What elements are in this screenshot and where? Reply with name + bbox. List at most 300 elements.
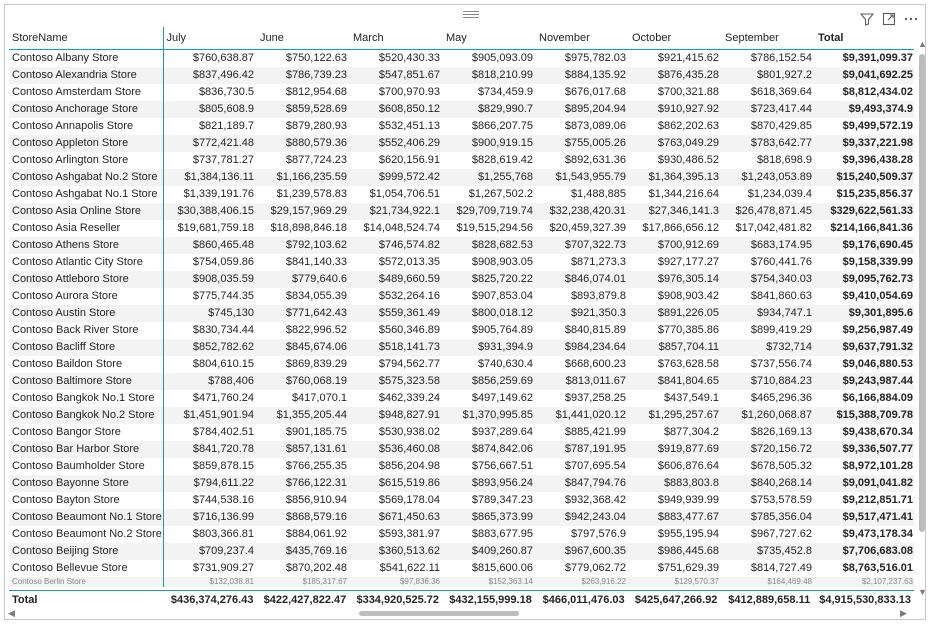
value-cell[interactable]: $884,061.92 — [285, 528, 347, 540]
value-cell[interactable]: $668,600.23 — [564, 358, 626, 370]
value-cell[interactable]: $541,622.11 — [379, 562, 440, 574]
value-cell[interactable]: $547,851.67 — [350, 67, 443, 84]
value-cell[interactable]: $750,122.63 — [285, 52, 347, 64]
value-cell[interactable]: $26,478,871.45 — [722, 203, 815, 220]
value-cell[interactable]: $1,451,901.94 — [163, 407, 257, 424]
store-name-cell[interactable]: Contoso Back River Store — [9, 322, 163, 339]
value-cell[interactable]: $908,903.05 — [471, 256, 533, 268]
column-header-march[interactable]: March — [350, 27, 443, 50]
value-cell[interactable]: $787,191.95 — [536, 441, 629, 458]
store-name-cell[interactable]: Contoso Bacliff Store — [9, 339, 163, 356]
value-cell[interactable]: $846,074.01 — [536, 271, 629, 288]
value-cell[interactable]: $868,579.16 — [257, 509, 350, 526]
value-cell[interactable]: $9,438,670.34 — [842, 426, 913, 438]
value-cell[interactable]: $1,054,706.51 — [369, 188, 440, 200]
value-cell[interactable]: $784,402.51 — [192, 426, 254, 438]
value-cell[interactable]: $821,189.7 — [198, 120, 254, 132]
value-cell[interactable]: $152,363.14 — [443, 577, 536, 587]
value-cell[interactable]: $830,734.44 — [192, 324, 254, 336]
value-cell[interactable]: $700,970.93 — [378, 86, 440, 98]
store-name-cell[interactable]: Contoso Asia Reseller — [9, 220, 163, 237]
value-cell[interactable]: $8,972,101.28 — [842, 460, 913, 472]
value-cell[interactable]: $9,517,471.41 — [815, 509, 914, 526]
value-cell[interactable]: $214,166,841.36 — [830, 222, 913, 234]
value-cell[interactable]: $620,156.91 — [378, 154, 440, 166]
column-header-november[interactable]: November — [536, 27, 629, 50]
value-cell[interactable]: $859,528.69 — [257, 101, 350, 118]
filter-icon[interactable] — [859, 11, 875, 27]
store-name-cell[interactable]: Contoso Bangkok No.1 Store — [9, 390, 163, 407]
value-cell[interactable]: $530,938.02 — [378, 426, 440, 438]
value-cell[interactable]: $754,059.86 — [192, 256, 254, 268]
value-cell[interactable]: $185,317.67 — [257, 577, 350, 587]
value-cell[interactable]: $783,642.77 — [722, 135, 815, 152]
value-cell[interactable]: $948,827.91 — [350, 407, 443, 424]
value-cell[interactable]: $932,368.42 — [564, 494, 626, 506]
store-name-cell[interactable]: Contoso Austin Store — [9, 305, 163, 322]
value-cell[interactable]: $828,619.42 — [471, 154, 533, 166]
value-cell[interactable]: $9,095,762.73 — [815, 271, 914, 288]
value-cell[interactable]: $15,240,509.37 — [815, 169, 914, 186]
value-cell[interactable]: $883,677.95 — [471, 528, 533, 540]
value-cell[interactable]: $97,836.36 — [350, 577, 443, 587]
value-cell[interactable]: $18,898,846.18 — [270, 222, 347, 234]
value-cell[interactable]: $532,264.16 — [378, 290, 440, 302]
value-cell[interactable]: $17,042,481.82 — [735, 222, 812, 234]
value-cell[interactable]: $828,682.53 — [443, 237, 536, 254]
value-cell[interactable]: $756,667.51 — [471, 460, 533, 472]
value-cell[interactable]: $841,804.65 — [629, 373, 722, 390]
value-cell[interactable]: $829,990.7 — [443, 101, 536, 118]
value-cell[interactable]: $770,385.86 — [657, 324, 719, 336]
value-cell[interactable]: $9,046,880.53 — [842, 358, 913, 370]
value-cell[interactable]: $772,421.48 — [163, 135, 257, 152]
value-cell[interactable]: $876,435.28 — [629, 67, 722, 84]
value-cell[interactable]: $976,305.14 — [629, 271, 722, 288]
value-cell[interactable]: $908,035.59 — [163, 271, 257, 288]
value-cell[interactable]: $700,912.69 — [629, 237, 722, 254]
value-cell[interactable]: $745,130 — [163, 305, 257, 322]
store-name-cell[interactable]: Contoso Amsterdam Store — [9, 84, 163, 101]
value-cell[interactable]: $9,336,507.77 — [815, 441, 914, 458]
value-cell[interactable]: $435,769.16 — [257, 543, 350, 560]
value-cell[interactable]: $1,295,257.67 — [629, 407, 722, 424]
value-cell[interactable]: $1,239,578.83 — [276, 188, 347, 200]
value-cell[interactable]: $786,152.54 — [750, 52, 812, 64]
value-cell[interactable]: $723,417.44 — [722, 101, 815, 118]
value-cell[interactable]: $859,878.15 — [192, 460, 254, 472]
value-cell[interactable]: $857,131.61 — [257, 441, 350, 458]
value-cell[interactable]: $934,747.1 — [722, 305, 815, 322]
value-cell[interactable]: $937,289.64 — [471, 426, 533, 438]
value-cell[interactable]: $1,355,205.44 — [257, 407, 350, 424]
vertical-scrollbar[interactable] — [918, 39, 927, 597]
value-cell[interactable]: $967,727.62 — [750, 528, 812, 540]
value-cell[interactable]: $825,720.22 — [443, 271, 536, 288]
value-cell[interactable]: $615,519.86 — [350, 475, 443, 492]
value-cell[interactable]: $766,122.31 — [257, 475, 350, 492]
value-cell[interactable]: $678,505.32 — [750, 460, 812, 472]
value-cell[interactable]: $826,169.13 — [750, 426, 812, 438]
value-cell[interactable]: $710,884.23 — [722, 373, 815, 390]
value-cell[interactable]: $9,493,374.9 — [815, 101, 914, 118]
store-name-cell[interactable]: Contoso Bar Harbor Store — [9, 441, 163, 458]
value-cell[interactable]: $892,631.36 — [564, 154, 626, 166]
value-cell[interactable]: $908,903.42 — [657, 290, 719, 302]
value-cell[interactable]: $9,301,895.6 — [815, 305, 914, 322]
value-cell[interactable]: $942,243.04 — [536, 509, 629, 526]
value-cell[interactable]: $27,346,141.3 — [629, 203, 722, 220]
value-cell[interactable]: $417,070.1 — [291, 392, 347, 404]
value-cell[interactable]: $737,781.27 — [192, 154, 254, 166]
value-cell[interactable]: $329,622,561.33 — [815, 203, 914, 220]
value-cell[interactable]: $618,369.64 — [750, 86, 812, 98]
value-cell[interactable]: $734,459.9 — [477, 86, 533, 98]
store-name-cell[interactable]: Contoso Arlington Store — [9, 152, 163, 169]
value-cell[interactable]: $720,156.72 — [722, 441, 815, 458]
value-cell[interactable]: $788,406 — [163, 373, 257, 390]
store-name-cell[interactable]: Contoso Asia Online Store — [9, 203, 163, 220]
value-cell[interactable]: $21,734,922.1 — [350, 203, 443, 220]
value-cell[interactable]: $931,394.9 — [443, 339, 536, 356]
value-cell[interactable]: $1,339,191.76 — [183, 188, 254, 200]
value-cell[interactable]: $462,339.24 — [378, 392, 440, 404]
value-cell[interactable]: $803,366.81 — [192, 528, 254, 540]
value-cell[interactable]: $841,860.63 — [750, 290, 812, 302]
value-cell[interactable]: $735,452.8 — [722, 543, 815, 560]
value-cell[interactable]: $870,429.85 — [750, 120, 812, 132]
value-cell[interactable]: $1,344,216.64 — [648, 188, 719, 200]
store-name-cell[interactable]: Contoso Baildon Store — [9, 356, 163, 373]
value-cell[interactable]: $29,157,969.29 — [257, 203, 350, 220]
horizontal-scroll-thumb[interactable] — [359, 611, 519, 616]
column-header-june[interactable]: June — [257, 27, 350, 50]
value-cell[interactable]: $1,364,395.13 — [629, 169, 722, 186]
value-cell[interactable]: $856,204.98 — [378, 460, 440, 472]
value-cell[interactable]: $999,572.42 — [350, 169, 443, 186]
value-cell[interactable]: $518,141.73 — [350, 339, 443, 356]
store-name-cell[interactable]: Contoso Bellevue Store — [9, 560, 163, 577]
value-cell[interactable]: $937,258.25 — [564, 392, 626, 404]
value-cell[interactable]: $740,630.4 — [477, 358, 533, 370]
value-cell[interactable]: $606,876.64 — [657, 460, 719, 472]
value-cell[interactable]: $754,340.03 — [722, 271, 815, 288]
column-header-september[interactable]: September — [722, 27, 815, 50]
value-cell[interactable]: $497,149.62 — [471, 392, 533, 404]
value-cell[interactable]: $856,910.94 — [285, 494, 347, 506]
store-name-cell[interactable]: Contoso Beijing Store — [9, 543, 163, 560]
value-cell[interactable]: $813,011.67 — [536, 373, 629, 390]
value-cell[interactable]: $900,919.15 — [443, 135, 536, 152]
value-cell[interactable]: $9,212,851.71 — [842, 494, 913, 506]
value-cell[interactable]: $837,496.42 — [163, 67, 257, 84]
value-cell[interactable]: $883,803.8 — [629, 475, 722, 492]
value-cell[interactable]: $910,927.92 — [629, 101, 722, 118]
value-cell[interactable]: $465,296.36 — [750, 392, 812, 404]
value-cell[interactable]: Contoso Berlin Store — [9, 577, 163, 587]
value-cell[interactable]: $552,406.29 — [350, 135, 443, 152]
value-cell[interactable]: $786,739.23 — [257, 67, 350, 84]
value-cell[interactable]: $785,356.04 — [722, 509, 815, 526]
vertical-scroll-thumb[interactable] — [919, 54, 925, 532]
value-cell[interactable]: $763,628.58 — [657, 358, 719, 370]
value-cell[interactable]: $683,174.95 — [722, 237, 815, 254]
horizontal-scrollbar[interactable] — [8, 608, 914, 618]
value-cell[interactable]: $883,477.67 — [629, 509, 722, 526]
value-cell[interactable]: $840,815.89 — [564, 324, 626, 336]
column-header-total[interactable]: Total — [815, 27, 914, 50]
value-cell[interactable]: $841,720.78 — [163, 441, 257, 458]
value-cell[interactable]: $818,698.9 — [756, 154, 812, 166]
value-cell[interactable]: $20,459,327.39 — [549, 222, 626, 234]
value-cell[interactable]: $572,013.35 — [378, 256, 440, 268]
value-cell[interactable]: $877,304.2 — [663, 426, 719, 438]
value-cell[interactable]: $899,419.29 — [750, 324, 812, 336]
value-cell[interactable]: $15,235,856.37 — [836, 188, 913, 200]
value-cell[interactable]: $751,629.39 — [657, 562, 719, 574]
drag-handle-icon[interactable] — [463, 9, 479, 21]
value-cell[interactable]: $975,782.03 — [564, 52, 626, 64]
value-cell[interactable]: $9,473,178.34 — [842, 528, 913, 540]
value-cell[interactable]: $901,185.75 — [285, 426, 347, 438]
value-cell[interactable]: $29,709,719.74 — [443, 203, 536, 220]
value-cell[interactable]: $792,103.62 — [257, 237, 350, 254]
value-cell[interactable]: $8,763,516.01 — [842, 562, 913, 574]
value-cell[interactable]: $794,562.77 — [378, 358, 440, 370]
value-cell[interactable]: $845,674.06 — [257, 339, 350, 356]
column-header-october[interactable]: October — [629, 27, 722, 50]
value-cell[interactable]: $870,202.48 — [285, 562, 347, 574]
value-cell[interactable]: $2,107,237.63 — [815, 577, 914, 587]
value-cell[interactable]: $921,350.3 — [536, 305, 629, 322]
store-name-cell[interactable]: Contoso Alexandria Store — [9, 67, 163, 84]
value-cell[interactable]: $709,237.4 — [163, 543, 257, 560]
value-cell[interactable]: $857,704.11 — [629, 339, 722, 356]
value-cell[interactable]: $9,243,987.44 — [815, 373, 914, 390]
value-cell[interactable]: $847,794.76 — [536, 475, 629, 492]
value-cell[interactable]: $753,578.59 — [750, 494, 812, 506]
value-cell[interactable]: $1,384,136.11 — [163, 169, 257, 186]
store-name-cell[interactable]: Contoso Bayonne Store — [9, 475, 163, 492]
value-cell[interactable]: $9,091,041.82 — [815, 475, 914, 492]
value-cell[interactable]: $1,543,955.79 — [536, 169, 629, 186]
value-cell[interactable]: $707,695.54 — [564, 460, 626, 472]
more-options-icon[interactable] — [903, 11, 919, 27]
value-cell[interactable]: $14,048,524.74 — [363, 222, 440, 234]
value-cell[interactable]: $775,744.35 — [192, 290, 254, 302]
column-header-may[interactable]: May — [443, 27, 536, 50]
value-cell[interactable]: $15,388,709.78 — [815, 407, 914, 424]
value-cell[interactable]: $763,049.29 — [629, 135, 722, 152]
value-cell[interactable]: $818,210.99 — [443, 67, 536, 84]
value-cell[interactable]: $771,642.43 — [257, 305, 350, 322]
value-cell[interactable]: $263,916.22 — [536, 577, 629, 587]
store-name-cell[interactable]: Contoso Annapolis Store — [9, 118, 163, 135]
value-cell[interactable]: $895,204.94 — [536, 101, 629, 118]
value-cell[interactable]: $360,513.62 — [350, 543, 443, 560]
value-cell[interactable]: $608,850.12 — [350, 101, 443, 118]
value-cell[interactable]: $746,574.82 — [350, 237, 443, 254]
value-cell[interactable]: $805,608.9 — [163, 101, 257, 118]
value-cell[interactable]: $19,681,759.18 — [177, 222, 254, 234]
value-cell[interactable]: $32,238,420.31 — [536, 203, 629, 220]
value-cell[interactable]: $536,460.08 — [350, 441, 443, 458]
value-cell[interactable]: $19,515,294.56 — [456, 222, 533, 234]
value-cell[interactable]: $801,927.2 — [722, 67, 815, 84]
column-header-storename[interactable]: StoreName — [9, 27, 163, 50]
value-cell[interactable]: $164,469.48 — [722, 577, 815, 587]
value-cell[interactable]: $760,638.87 — [192, 52, 254, 64]
value-cell[interactable]: $1,370,995.85 — [443, 407, 536, 424]
value-cell[interactable]: $893,956.24 — [443, 475, 536, 492]
value-cell[interactable]: $1,255,768 — [443, 169, 536, 186]
scroll-right-icon[interactable]: ▶ — [900, 608, 907, 618]
value-cell[interactable]: $885,421.99 — [564, 426, 626, 438]
value-cell[interactable]: $794,611.22 — [163, 475, 257, 492]
value-cell[interactable]: $852,782.62 — [163, 339, 257, 356]
value-cell[interactable]: $797,576.9 — [570, 528, 626, 540]
value-cell[interactable]: $880,579.36 — [257, 135, 350, 152]
value-cell[interactable]: $575,323.58 — [350, 373, 443, 390]
value-cell[interactable]: $569,178.04 — [378, 494, 440, 506]
value-cell[interactable]: $9,499,572.19 — [842, 120, 913, 132]
value-cell[interactable]: $841,140.33 — [285, 256, 347, 268]
value-cell[interactable]: $409,260.87 — [443, 543, 536, 560]
value-cell[interactable]: $760,441.76 — [750, 256, 812, 268]
store-name-cell[interactable]: Contoso Baumholder Store — [9, 458, 163, 475]
value-cell[interactable]: $766,255.35 — [285, 460, 347, 472]
value-cell[interactable]: $955,195.94 — [657, 528, 719, 540]
value-cell[interactable]: $132,038.81 — [163, 577, 257, 587]
value-cell[interactable]: $815,600.06 — [471, 562, 533, 574]
store-name-cell[interactable]: Contoso Ashgabat No.1 Store — [9, 186, 163, 203]
value-cell[interactable]: $921,415.62 — [657, 52, 719, 64]
value-cell[interactable]: $874,842.06 — [443, 441, 536, 458]
scroll-left-icon[interactable]: ◀ — [8, 608, 15, 618]
store-name-cell[interactable]: Contoso Baltimore Store — [9, 373, 163, 390]
value-cell[interactable]: $879,280.93 — [285, 120, 347, 132]
value-cell[interactable]: $9,337,221.98 — [815, 135, 914, 152]
value-cell[interactable]: $893,879.8 — [570, 290, 626, 302]
value-cell[interactable]: $593,381.97 — [378, 528, 440, 540]
value-cell[interactable]: $9,396,438.28 — [842, 154, 913, 166]
value-cell[interactable]: $1,441,020.12 — [536, 407, 629, 424]
store-name-cell[interactable]: Contoso Aurora Store — [9, 288, 163, 305]
focus-mode-icon[interactable] — [881, 11, 897, 27]
store-name-cell[interactable]: Contoso Albany Store — [9, 50, 163, 68]
store-name-cell[interactable]: Contoso Bangor Store — [9, 424, 163, 441]
value-cell[interactable]: $6,166,884.09 — [842, 392, 913, 404]
value-cell[interactable]: $676,017.68 — [564, 86, 626, 98]
value-cell[interactable]: $437,549.1 — [663, 392, 719, 404]
value-cell[interactable]: $871,273.3 — [570, 256, 626, 268]
value-cell[interactable]: $984,234.64 — [536, 339, 629, 356]
value-cell[interactable]: $1,243,053.89 — [722, 169, 815, 186]
value-cell[interactable]: $905,764.89 — [471, 324, 533, 336]
value-cell[interactable]: $856,259.69 — [443, 373, 536, 390]
scroll-down-icon[interactable]: ▼ — [918, 587, 927, 597]
value-cell[interactable]: $836,730.5 — [198, 86, 254, 98]
value-cell[interactable]: $755,005.26 — [536, 135, 629, 152]
value-cell[interactable]: $986,445.68 — [629, 543, 722, 560]
value-cell[interactable]: $129,570.37 — [629, 577, 722, 587]
value-cell[interactable]: $532,451.13 — [378, 120, 440, 132]
value-cell[interactable]: $17,866,656.12 — [642, 222, 719, 234]
store-name-cell[interactable]: Contoso Anchorage Store — [9, 101, 163, 118]
store-name-cell[interactable]: Contoso Attleboro Store — [9, 271, 163, 288]
store-name-cell[interactable]: Contoso Beaumont No.2 Store — [9, 526, 163, 543]
value-cell[interactable]: $520,430.33 — [378, 52, 440, 64]
value-cell[interactable]: $30,388,406.15 — [163, 203, 257, 220]
value-cell[interactable]: $1,260,068.87 — [722, 407, 815, 424]
value-cell[interactable]: $760,068.19 — [257, 373, 350, 390]
value-cell[interactable]: $707,322.73 — [536, 237, 629, 254]
store-name-cell[interactable]: Contoso Appleton Store — [9, 135, 163, 152]
value-cell[interactable]: $9,637,791.32 — [815, 339, 914, 356]
value-cell[interactable]: $700,321.88 — [657, 86, 719, 98]
value-cell[interactable]: $1,267,502.2 — [468, 188, 533, 200]
value-cell[interactable]: $9,176,690.45 — [815, 237, 914, 254]
store-name-cell[interactable]: Contoso Ashgabat No.2 Store — [9, 169, 163, 186]
value-cell[interactable]: $471,760.24 — [192, 392, 254, 404]
value-cell[interactable]: $814,727.49 — [750, 562, 812, 574]
value-cell[interactable]: $884,135.92 — [536, 67, 629, 84]
value-cell[interactable]: $891,226.05 — [629, 305, 722, 322]
value-cell[interactable]: $862,202.63 — [657, 120, 719, 132]
value-cell[interactable]: $789,347.23 — [471, 494, 533, 506]
value-cell[interactable]: $671,450.63 — [350, 509, 443, 526]
value-cell[interactable]: $812,954.68 — [285, 86, 347, 98]
store-name-cell[interactable]: Contoso Atlantic City Store — [9, 254, 163, 271]
value-cell[interactable]: $9,158,339.99 — [842, 256, 913, 268]
value-cell[interactable]: $1,166,235.59 — [257, 169, 350, 186]
value-cell[interactable]: $907,853.04 — [471, 290, 533, 302]
value-cell[interactable]: $779,062.72 — [564, 562, 626, 574]
value-cell[interactable]: $919,877.69 — [629, 441, 722, 458]
value-cell[interactable]: $866,207.75 — [471, 120, 533, 132]
value-cell[interactable]: $716,136.99 — [163, 509, 257, 526]
store-name-cell[interactable]: Contoso Bangkok No.2 Store — [9, 407, 163, 424]
value-cell[interactable]: $822,996.52 — [285, 324, 347, 336]
value-cell[interactable]: $873,089.06 — [564, 120, 626, 132]
store-name-cell[interactable]: Contoso Beaumont No.1 Store — [9, 509, 163, 526]
value-cell[interactable]: $8,812,434.02 — [842, 86, 913, 98]
value-cell[interactable]: $737,556.74 — [750, 358, 812, 370]
value-cell[interactable]: $869,839.29 — [285, 358, 347, 370]
store-name-cell[interactable]: Contoso Bayton Store — [9, 492, 163, 509]
value-cell[interactable]: $489,660.59 — [350, 271, 443, 288]
value-cell[interactable]: $860,465.48 — [163, 237, 257, 254]
value-cell[interactable]: $9,410,054.69 — [842, 290, 913, 302]
value-cell[interactable]: $930,486.52 — [657, 154, 719, 166]
value-cell[interactable]: $1,234,039.4 — [747, 188, 812, 200]
value-cell[interactable]: $877,724.23 — [285, 154, 347, 166]
column-header-july[interactable]: July — [163, 27, 257, 50]
value-cell[interactable]: $9,041,692.25 — [815, 67, 914, 84]
value-cell[interactable]: $949,939.99 — [657, 494, 719, 506]
store-name-cell[interactable]: Contoso Athens Store — [9, 237, 163, 254]
value-cell[interactable]: $7,706,683.08 — [815, 543, 914, 560]
value-cell[interactable]: $804,610.15 — [192, 358, 254, 370]
value-cell[interactable]: $967,600.35 — [536, 543, 629, 560]
value-cell[interactable]: $732,714 — [722, 339, 815, 356]
value-cell[interactable]: $744,538.16 — [192, 494, 254, 506]
value-cell[interactable]: $9,256,987.49 — [842, 324, 913, 336]
scroll-up-icon[interactable]: ▲ — [918, 39, 927, 49]
value-cell[interactable]: $559,361.49 — [350, 305, 443, 322]
value-cell[interactable]: $1,488,885 — [570, 188, 626, 200]
value-cell[interactable]: $840,268.14 — [722, 475, 815, 492]
